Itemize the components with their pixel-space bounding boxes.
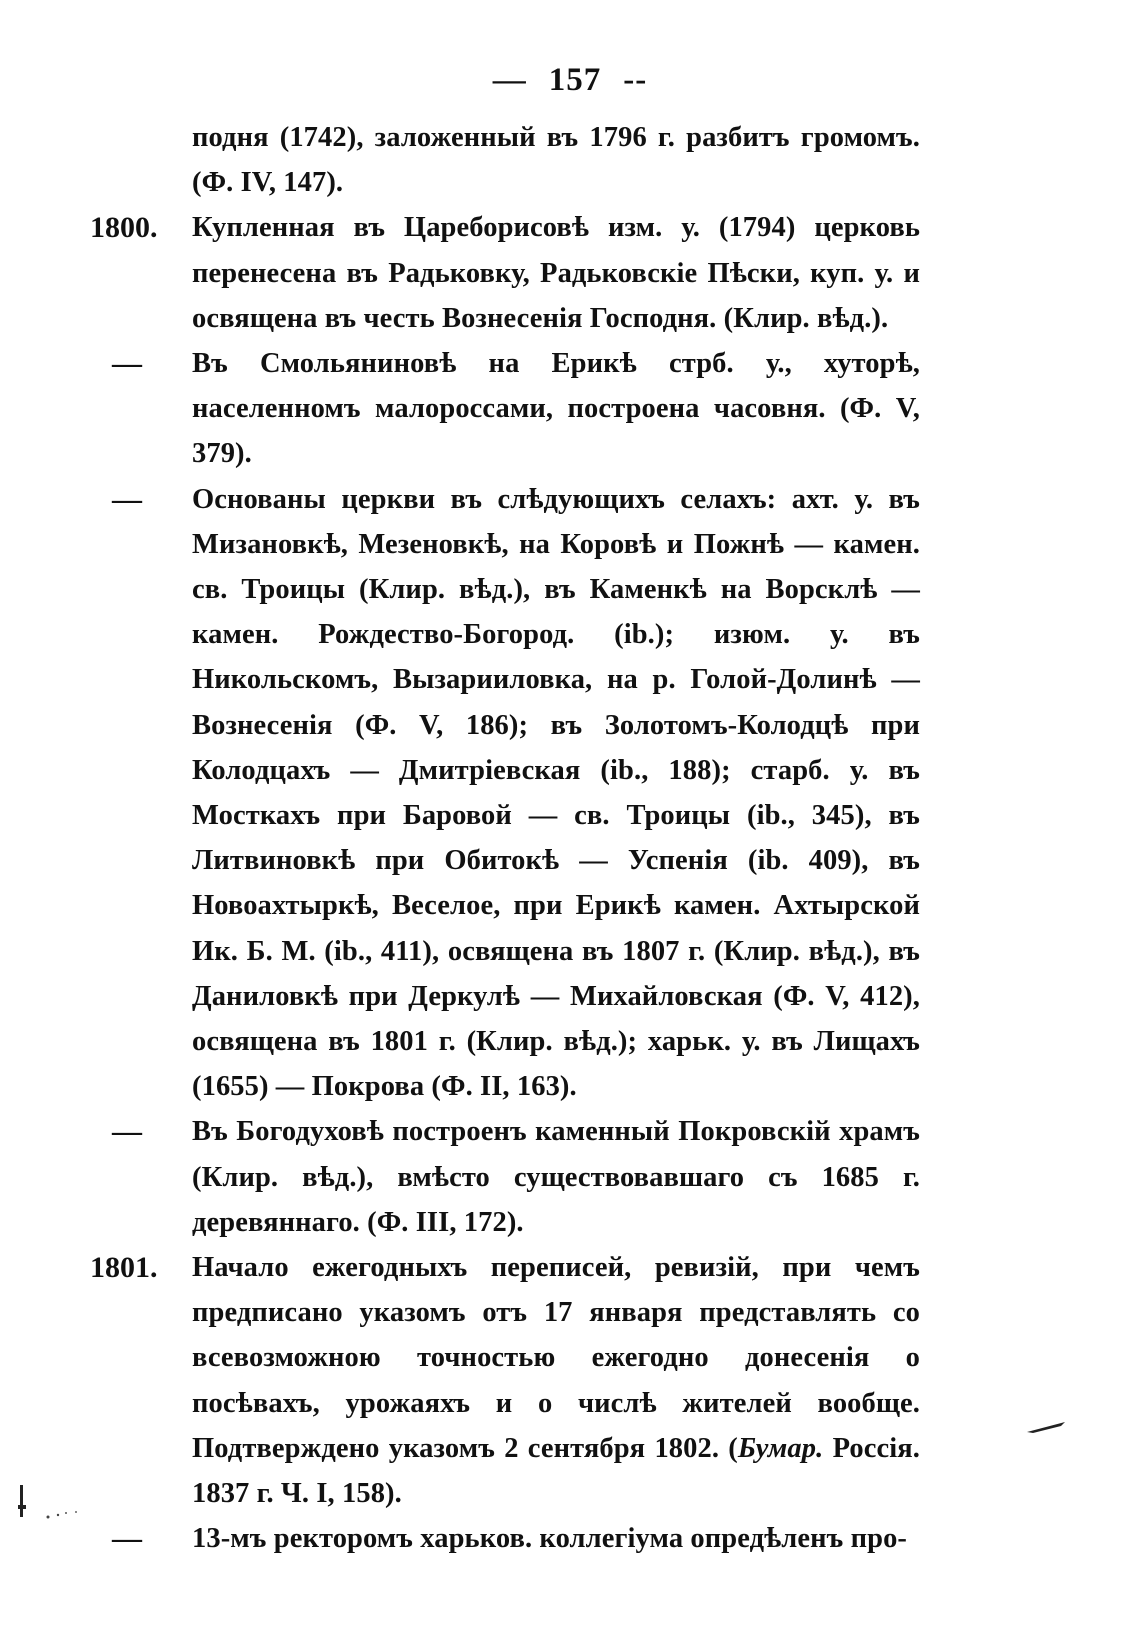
entry-text: Въ Богодуховѣ построенъ каменный Покровскій храмъ (Клир. вѣд.), вмѣсто существовавшаго съ 1685 г. деревяннаго. (Ф. III, 172). [192, 1116, 920, 1238]
ink-smudge-mark [18, 1485, 98, 1525]
entry-1801 [90, 1245, 920, 1516]
entry-text-part: Россія. 1837 г. Ч. I, 158). [192, 1432, 921, 1510]
entry-year: 1800. [90, 211, 158, 245]
entry-text-italic: Бумар. [737, 1432, 824, 1464]
entry-dash-marker: — [112, 1522, 142, 1556]
header-dash-left: — [492, 62, 527, 98]
ink-stroke-mark [1025, 1420, 1067, 1434]
entry-dash [90, 477, 920, 1110]
entry-dash [90, 1516, 920, 1561]
entry-dash [90, 341, 920, 477]
entry-text [192, 1245, 920, 1516]
chronicle-text [90, 115, 920, 1562]
entry-dash-marker: — [112, 482, 142, 516]
page-number: 157 [548, 62, 602, 98]
entry-dash [90, 1109, 920, 1245]
header-dash-right: -- [623, 62, 648, 98]
entry-text: 13-мъ ректоромъ харьков. коллегіума опредѣленъ про- [192, 1523, 908, 1555]
entry-year: 1801. [90, 1251, 158, 1285]
entry-text: Въ Смольяниновѣ на Ерикѣ стрб. у., хуторѣ, населенномъ малороссами, построена часовня. (Ф. V, 379). [192, 348, 920, 470]
entry-text: подня (1742), заложенный въ 1796 г. разбитъ громомъ. (Ф. IV, 147). [192, 122, 920, 199]
page-header [0, 62, 1140, 99]
entry-text: Купленная въ Цареборисовѣ изм. у. (1794) церковь перенесена въ Радьковку, Радьковскіе Пѣски, куп. у. и освящена въ честь Вознесенія Господня. (Клир. вѣд.). [192, 212, 920, 334]
entry-text-part: Начало ежегодныхъ переписей, ревизій, при чемъ предписано указомъ отъ 17 января представлять со всевозможною точностью ежегодно донесенія о посѣвахъ, урожаяхъ и о числѣ жителей вообще. Подтверждено указомъ 2 сентября 1802. ( [192, 1252, 920, 1464]
entry-continuation [90, 115, 920, 205]
entry-dash-marker: — [112, 1115, 142, 1149]
entry-1800 [90, 205, 920, 341]
entry-text: Основаны церкви въ слѣдующихъ селахъ: ахт. у. въ Мизановкѣ, Мезеновкѣ, на Коровѣ и Пожнѣ — камен. св. Троицы (Клир. вѣд.), въ Каменкѣ на Ворсклѣ — камен. Рождество-Богород. (ib.); изюм. у. въ Никольскомъ, Вызарииловка, на р. Голой-Долинѣ — Вознесенія (Ф. V, 186); въ Золотомъ-Колодцѣ при Колодцахъ — Дмитріевская (ib., 188); старб. у. въ Мосткахъ при Баровой — св. Троицы (ib., 345), въ Литвиновкѣ при Обитокѣ — Успенія (ib. 409), въ Новоахтыркѣ, Веселое, при Ерикѣ камен. Ахтырской Ик. Б. М. (ib., 411), освящена въ 1807 г. (Клир. вѣд.), въ Даниловкѣ при Деркулѣ — Михайловская (Ф. V, 412), освящена въ 1801 г. (Клир. вѣд.); харьк. у. въ Лищахъ (1655) — Покрова (Ф. II, 163). [192, 483, 920, 1103]
entry-dash-marker: — [112, 347, 142, 381]
